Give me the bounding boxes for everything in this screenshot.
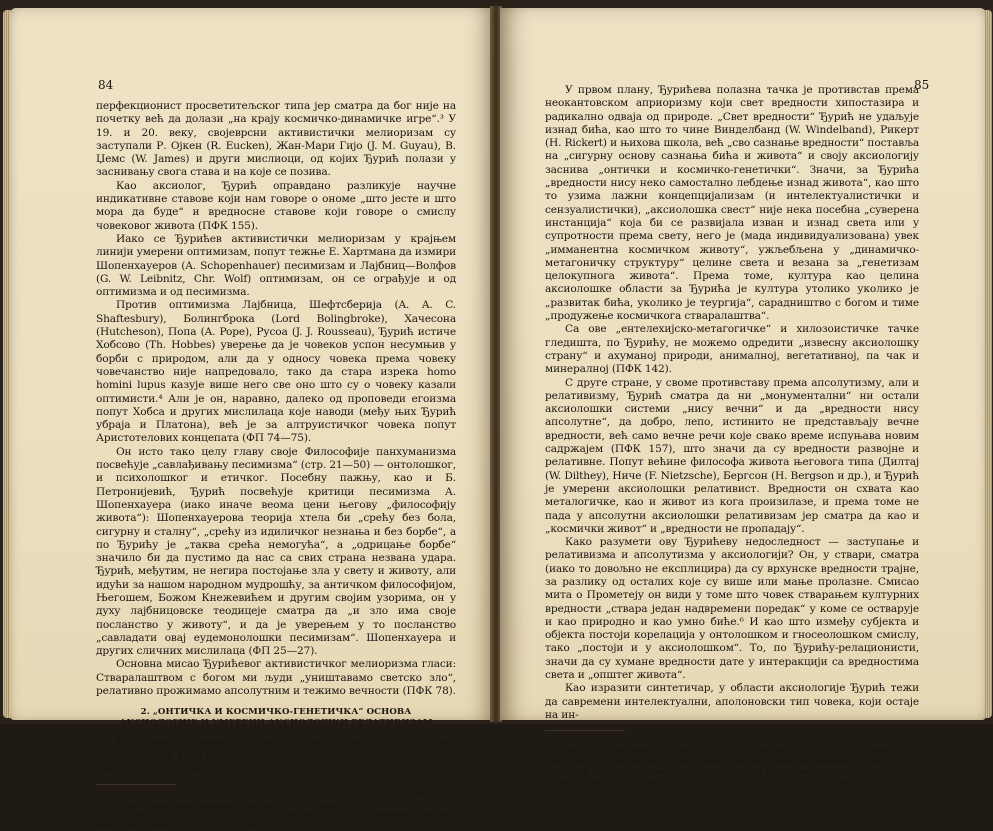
footnote: ⁴ Философија панхуманизма, Београд 1922, 71 (даље: ФП). bbox=[116, 799, 367, 810]
footnote: ³ Проблеми философије културе, Београд 1929, 26 (у даљем тексту: ПФК). bbox=[116, 789, 434, 800]
left-paragraph: Он исто тако целу главу своје Философије панхуманизма посвећује „савлађивању песимизма“ (стр. 21—50) — онтолошког, и психолошког и етичког. Посебну пажњу, као и Б. Петронијевић, Ђурић посвећује критици песимизма А. Шопенхауера (иако иначе веома цени његову „философију живота“): Шопенхауерова теорија хтела би „срећу без бола, сигурну и сталну“, „срећу из идиличког незнања и без борбе“, а по Ђурићу је „таква срећа немогућа“, а „одрицање борбе“ значило би да пустимо да нас са свих страна незвана удара. Ђурић, међутим, не негира постојање зла у свету и животу, али идући за нашом народном мудрошћу, за античком философијом, Његошем, Божом Кнежевићем и другим својим узорима, он у духу лајбницовске теодицеје сматра да „и зло има своје посланство у животу“, и да је уверењем у то посланство „савладати овај еудемонолошки песимизам“. Шопенхауера и других сличних мислилаца (ФП 25—27). bbox=[96, 445, 456, 658]
right-paragraph: Са ове „ентелехијско-метагогичке“ и хилозоистичке тачке гледишта, по Ђурићу, не можемо одредити „извесну аксиолошку страну“ и ахуманој природи, анималној, вегетативној, па чак и минералној (ПФК 142). bbox=[545, 323, 919, 376]
left-paragraph: Основна мисао Ђурићевог активистичког мелиоризма гласи: Стваралаштвом с богом ми људи „уништавамо светско зло“, релативно прожимамо апсолутним и тежимо вечности (ПФК 78). bbox=[96, 658, 456, 698]
right-paragraph: У првом плану, Ђурићева полазна тачка је противстав према неокантовском априоризму који свет вредности хипостазира и радикално одваја од природе. „Свет вредности“ Ђурић не удаљује изнад бића, као што то чине Винделбанд (W. Windelband), Рикерт (H. Rickert) и њихова школа, већ „сво сазнање вредности“ поставља на „сигурну основу сазнања бића и живота“ и своју аксиологију заснива „онтички и космичко-генетички“. Значи, за Ђурића „вредности нису неко самостално лебдење изнад живота“, као што то узима лажни концепцијализам (и интелектуалистички и сензуалистички), „аксиолошка свест“ није нека посебна „суверена инстанција“ која би се развијала изван и изнад света или у супротности према свету, него је (мада индивидуализована) увек „имманентна космичком животу“, ужљебљена у „динамичко-метагоничку структуру“ целине света и везана за „генетизам целокупнога живота“. Према томе, култура као целина аксиолошке области за Ђурића је култура утолико уколико је „развитак бића, уколико је теургија“, сарадништво с богом и тиме „продужење космичкога стваралаштва“. bbox=[545, 84, 919, 323]
left-page bbox=[10, 8, 492, 831]
right-paragraph: Као изразити синтетичар, у области аксиологије Ђурић тежи да савремени интелектуални, аполоновски тип човека, који остаје на ин- bbox=[545, 682, 919, 721]
left-footnotes bbox=[96, 789, 456, 831]
right-footnotes bbox=[545, 735, 919, 787]
left-page-number: 84 bbox=[98, 78, 114, 92]
footnote: ⁵ ПФК 26—27, 142, 147; ФП 49, 84; Рационализам у савременој немачкој философији, Београд 1928, 132 (даље: Рац); итд. bbox=[96, 810, 456, 831]
right-page bbox=[500, 8, 986, 787]
right-paragraph: С друге стране, у своме противставу према апсолутизму, али и релативизму, Ђурић сматра да ни „монументални“ ни остали аксиолошки системи „нису вечни“ и да „вредности нису апсолутне“, да добро, лепо, истинито не представљају вечне вредности, већ само вечне речи које свако време испуњава новим садржајем (ПФК 157), што значи да су вредности развојне и релативне. Попут већине философа живота његовога типа (Дилтај (W. Dilthey), Ниче (F. Nietzsche), Бергсон (H. Bergson и др.), и Ђурић је умерени аксиолошки релативист. Вредности он схвата као металогичке, као и живот из кога произилазе, и према томе не пада у апсолутни аксиолошки релативизам јер сматра да као и „космички живот“ и „вредности не пропадају“. bbox=[545, 376, 919, 535]
left-paragraph: Иако се Ђурићев активистички мелиоризам у крајњем линији умерени оптимизам, попут тежње Е. Хартмана да измири Шопенхауеров (A. Schopenhauer) песимизам и Лајбниц—Волфов (G. W. Leibnitz, Chr. Wolf) оптимизам, он се ограђује и од оптимизма и од песимизма. bbox=[96, 232, 456, 299]
section-heading: 2. „ОНТИЧКА И КОСМИЧКО-ГЕНЕТИЧКА“ ОСНОВА АКСИОЛОГИЈЕ И УМЕРЕНИ АКСИОЛОШКИ РЕЛАТИВИЗАМ bbox=[119, 707, 433, 728]
right-page-body bbox=[545, 84, 919, 787]
left-paragraph: Као аксиолог, Ђурић оправдано разликује научне индикативне ставове који нам говоре о ономе „што јесте и што мора да буде“ и вредносне ставове који говоре о смислу човековог живота (ПФК 155). bbox=[96, 179, 456, 232]
right-page-edges bbox=[985, 10, 992, 718]
left-paragraph: перфекционист просветитељског типа јер сматра да бог није на почетку већ да долази „на крају космичко-динамичке игре“.³ У 19. и 20. веку, својеврсни активистички мелиоризам су заступали Р. Ојкен (R. Eucken), Жан-Мари Гијо (J. M. Guyau), В. Џемс (W. James) и други мислиоци, од којих Ђурић полази у заснивању свога става и на које се позива. bbox=[96, 100, 456, 179]
footnote: ⁶ Низу Ђурићевих извора у овом смислу данас се придружује и познати социолог-дирхемовац М. Гинсберг, који одбацује етички релативизам и заступа тзв. рационалну етику, по којој постоје ванкласне и ванисторијске „примарне моралне вредности“ које одговарају „основним човечанским потребама и импулсима (M. Ginsberg Essays in sociology and social philosoply vol. 1: «On the diversity of morals», London 1956). bbox=[545, 735, 919, 787]
right-page-number: 85 bbox=[914, 78, 930, 92]
left-paragraph: У даљем заснивању свога става Ђурић се критички противставља како аксиолошком субјективизму и објективизму, тако и апсолутизму.⁵ bbox=[96, 736, 456, 775]
footnote-rule bbox=[96, 784, 176, 785]
left-paragraph: Против оптимизма Лајбница, Шефтсберија (A. A. C. Shaftesbury), Болингброка (Lord Bolingbroke), Хачесона (Hutcheson), Попа (A. Pope), Русоа (J. J. Rousseau), Ђурић истиче Хобсово (Th. Hobbes) уверење да је човеков успон несумњив у борби с природом, али да у односу човека према човеку човечанство није напредовало, тако да стара изрека homo homini lupus казује више него све оно што су о човеку казали оптимисти.⁴ Али је он, наравно, далеко од проповеди егоизма попут Хобса и других мислилаца које наводи (међу њих Ђурић убраја и Платона), већ је за алтруистичког човека попут Аристотелових концепата (ФП 74—75). bbox=[96, 299, 456, 445]
footnote-rule bbox=[545, 730, 625, 731]
right-paragraph: Како разумети ову Ђурићеву недоследност — заступање и релативизма и апсолутизма у аксиологији? Он, у ствари, сматра (иако то довољно не експлицира) да су врхунске вредности трајне, за разлику од осталих које су више или мање пролазне. Смисао мита о Прометеју он види у томе што човек стварањем културних вредности „ствара један надвремени поредак“ у коме се остварује и као природно и као умно биће.⁶ И као што између субјекта и објекта постоји корелација у онтолошком и гносеолошком смислу, тако „постоји и у аксиолошком“. То, по Ђурићу-релационисти, значи да су хумане вредности дате у интеракцији са вредностима света и „општег живота“. bbox=[545, 536, 919, 682]
left-page-body bbox=[96, 100, 456, 831]
